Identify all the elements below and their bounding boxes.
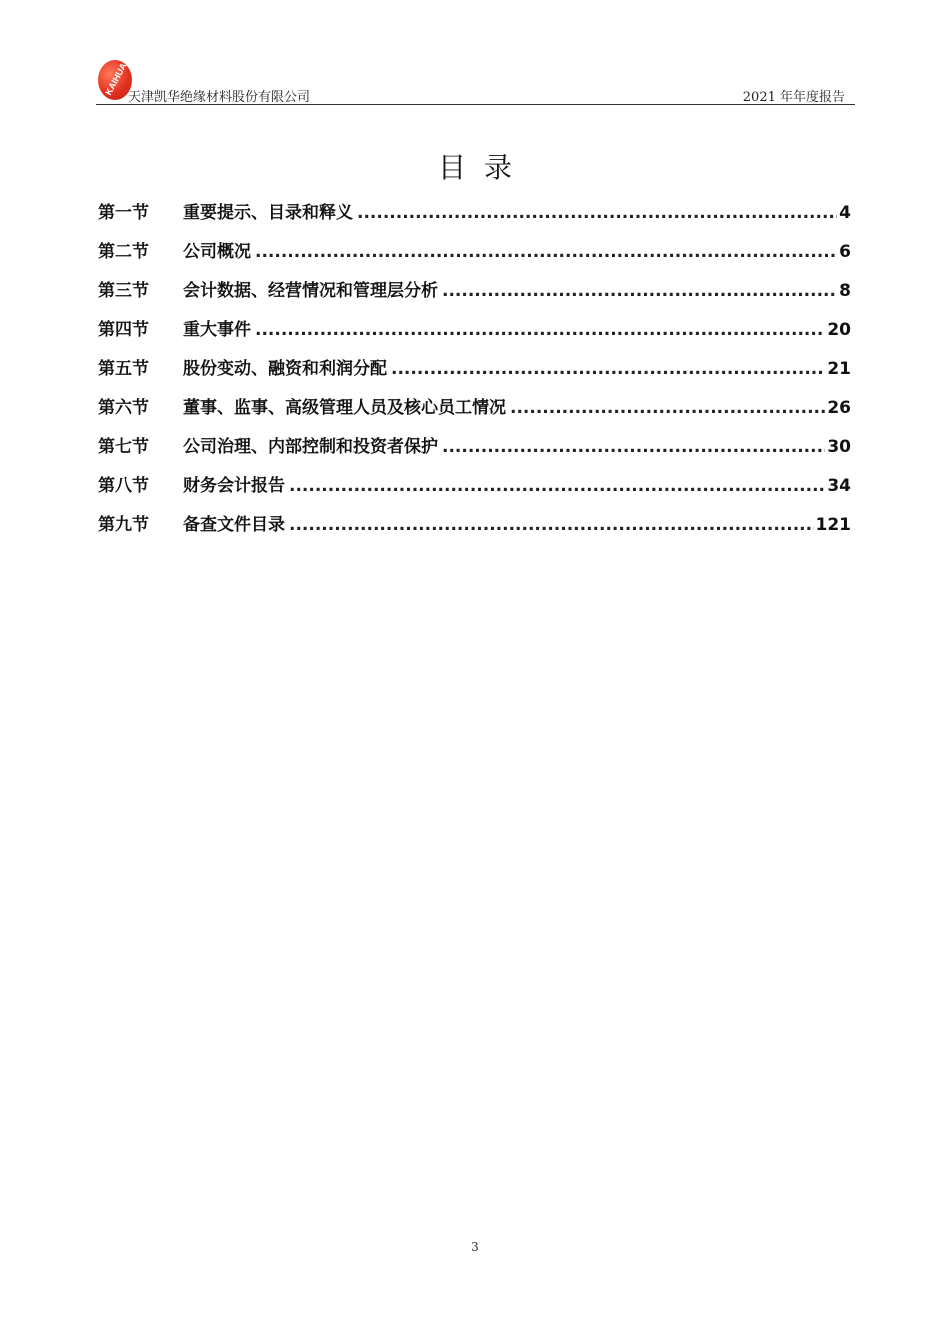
toc-entry[interactable] xyxy=(98,237,851,276)
toc-page-number: 30 xyxy=(827,437,851,457)
toc-entry[interactable] xyxy=(98,510,851,549)
toc-section-number: 第九节 xyxy=(98,515,149,535)
toc-entry[interactable] xyxy=(98,315,851,354)
toc-section-title: 重大事件 xyxy=(183,320,251,340)
page-header xyxy=(96,58,855,106)
toc-section-title: 公司治理、内部控制和投资者保护 xyxy=(183,437,438,457)
toc-section-number: 第六节 xyxy=(98,398,149,418)
toc-page-number: 8 xyxy=(839,281,851,301)
toc-section-title: 股份变动、融资和利润分配 xyxy=(183,359,387,379)
toc-section-title: 财务会计报告 xyxy=(183,476,285,496)
toc-dot-leader xyxy=(442,281,837,301)
toc-dot-leader xyxy=(255,320,825,340)
company-logo xyxy=(98,60,132,100)
toc-entry[interactable] xyxy=(98,354,851,393)
toc-section-title: 重要提示、目录和释义 xyxy=(183,203,353,223)
toc-dot-leader xyxy=(289,476,825,496)
toc-entry[interactable] xyxy=(98,471,851,510)
toc-dot-leader xyxy=(442,437,825,457)
toc-dot-leader xyxy=(510,398,825,418)
toc-entry[interactable] xyxy=(98,393,851,432)
toc-section-number: 第三节 xyxy=(98,281,149,301)
table-of-contents xyxy=(98,198,851,549)
logo-text: KAIHUA xyxy=(103,61,129,97)
toc-section-title: 备查文件目录 xyxy=(183,515,285,535)
toc-entry[interactable] xyxy=(98,276,851,315)
toc-entry[interactable] xyxy=(98,198,851,237)
toc-page-number: 34 xyxy=(827,476,851,496)
toc-section-number: 第五节 xyxy=(98,359,149,379)
toc-entry[interactable] xyxy=(98,432,851,471)
toc-section-title: 公司概况 xyxy=(183,242,251,262)
header-divider xyxy=(96,104,855,105)
toc-dot-leader xyxy=(391,359,825,379)
toc-dot-leader xyxy=(289,515,814,535)
company-name: 天津凯华绝缘材料股份有限公司 xyxy=(128,90,311,105)
toc-dot-leader xyxy=(357,203,837,223)
toc-page-number: 6 xyxy=(839,242,851,262)
toc-page-number: 121 xyxy=(815,515,851,535)
toc-title: 目录 xyxy=(437,151,530,184)
toc-page-number: 26 xyxy=(827,398,851,418)
toc-section-number: 第四节 xyxy=(98,320,149,340)
toc-section-number: 第一节 xyxy=(98,203,149,223)
toc-page-number: 4 xyxy=(839,203,851,223)
toc-dot-leader xyxy=(255,242,837,262)
toc-page-number: 20 xyxy=(827,320,851,340)
toc-section-number: 第二节 xyxy=(98,242,149,262)
report-title: 2021 年年度报告 xyxy=(742,90,845,105)
toc-section-number: 第八节 xyxy=(98,476,149,496)
footer-page-number: 3 xyxy=(471,1240,479,1254)
toc-section-number: 第七节 xyxy=(98,437,149,457)
toc-section-title: 会计数据、经营情况和管理层分析 xyxy=(183,281,438,301)
toc-page-number: 21 xyxy=(827,359,851,379)
toc-section-title: 董事、监事、高级管理人员及核心员工情况 xyxy=(183,398,506,418)
